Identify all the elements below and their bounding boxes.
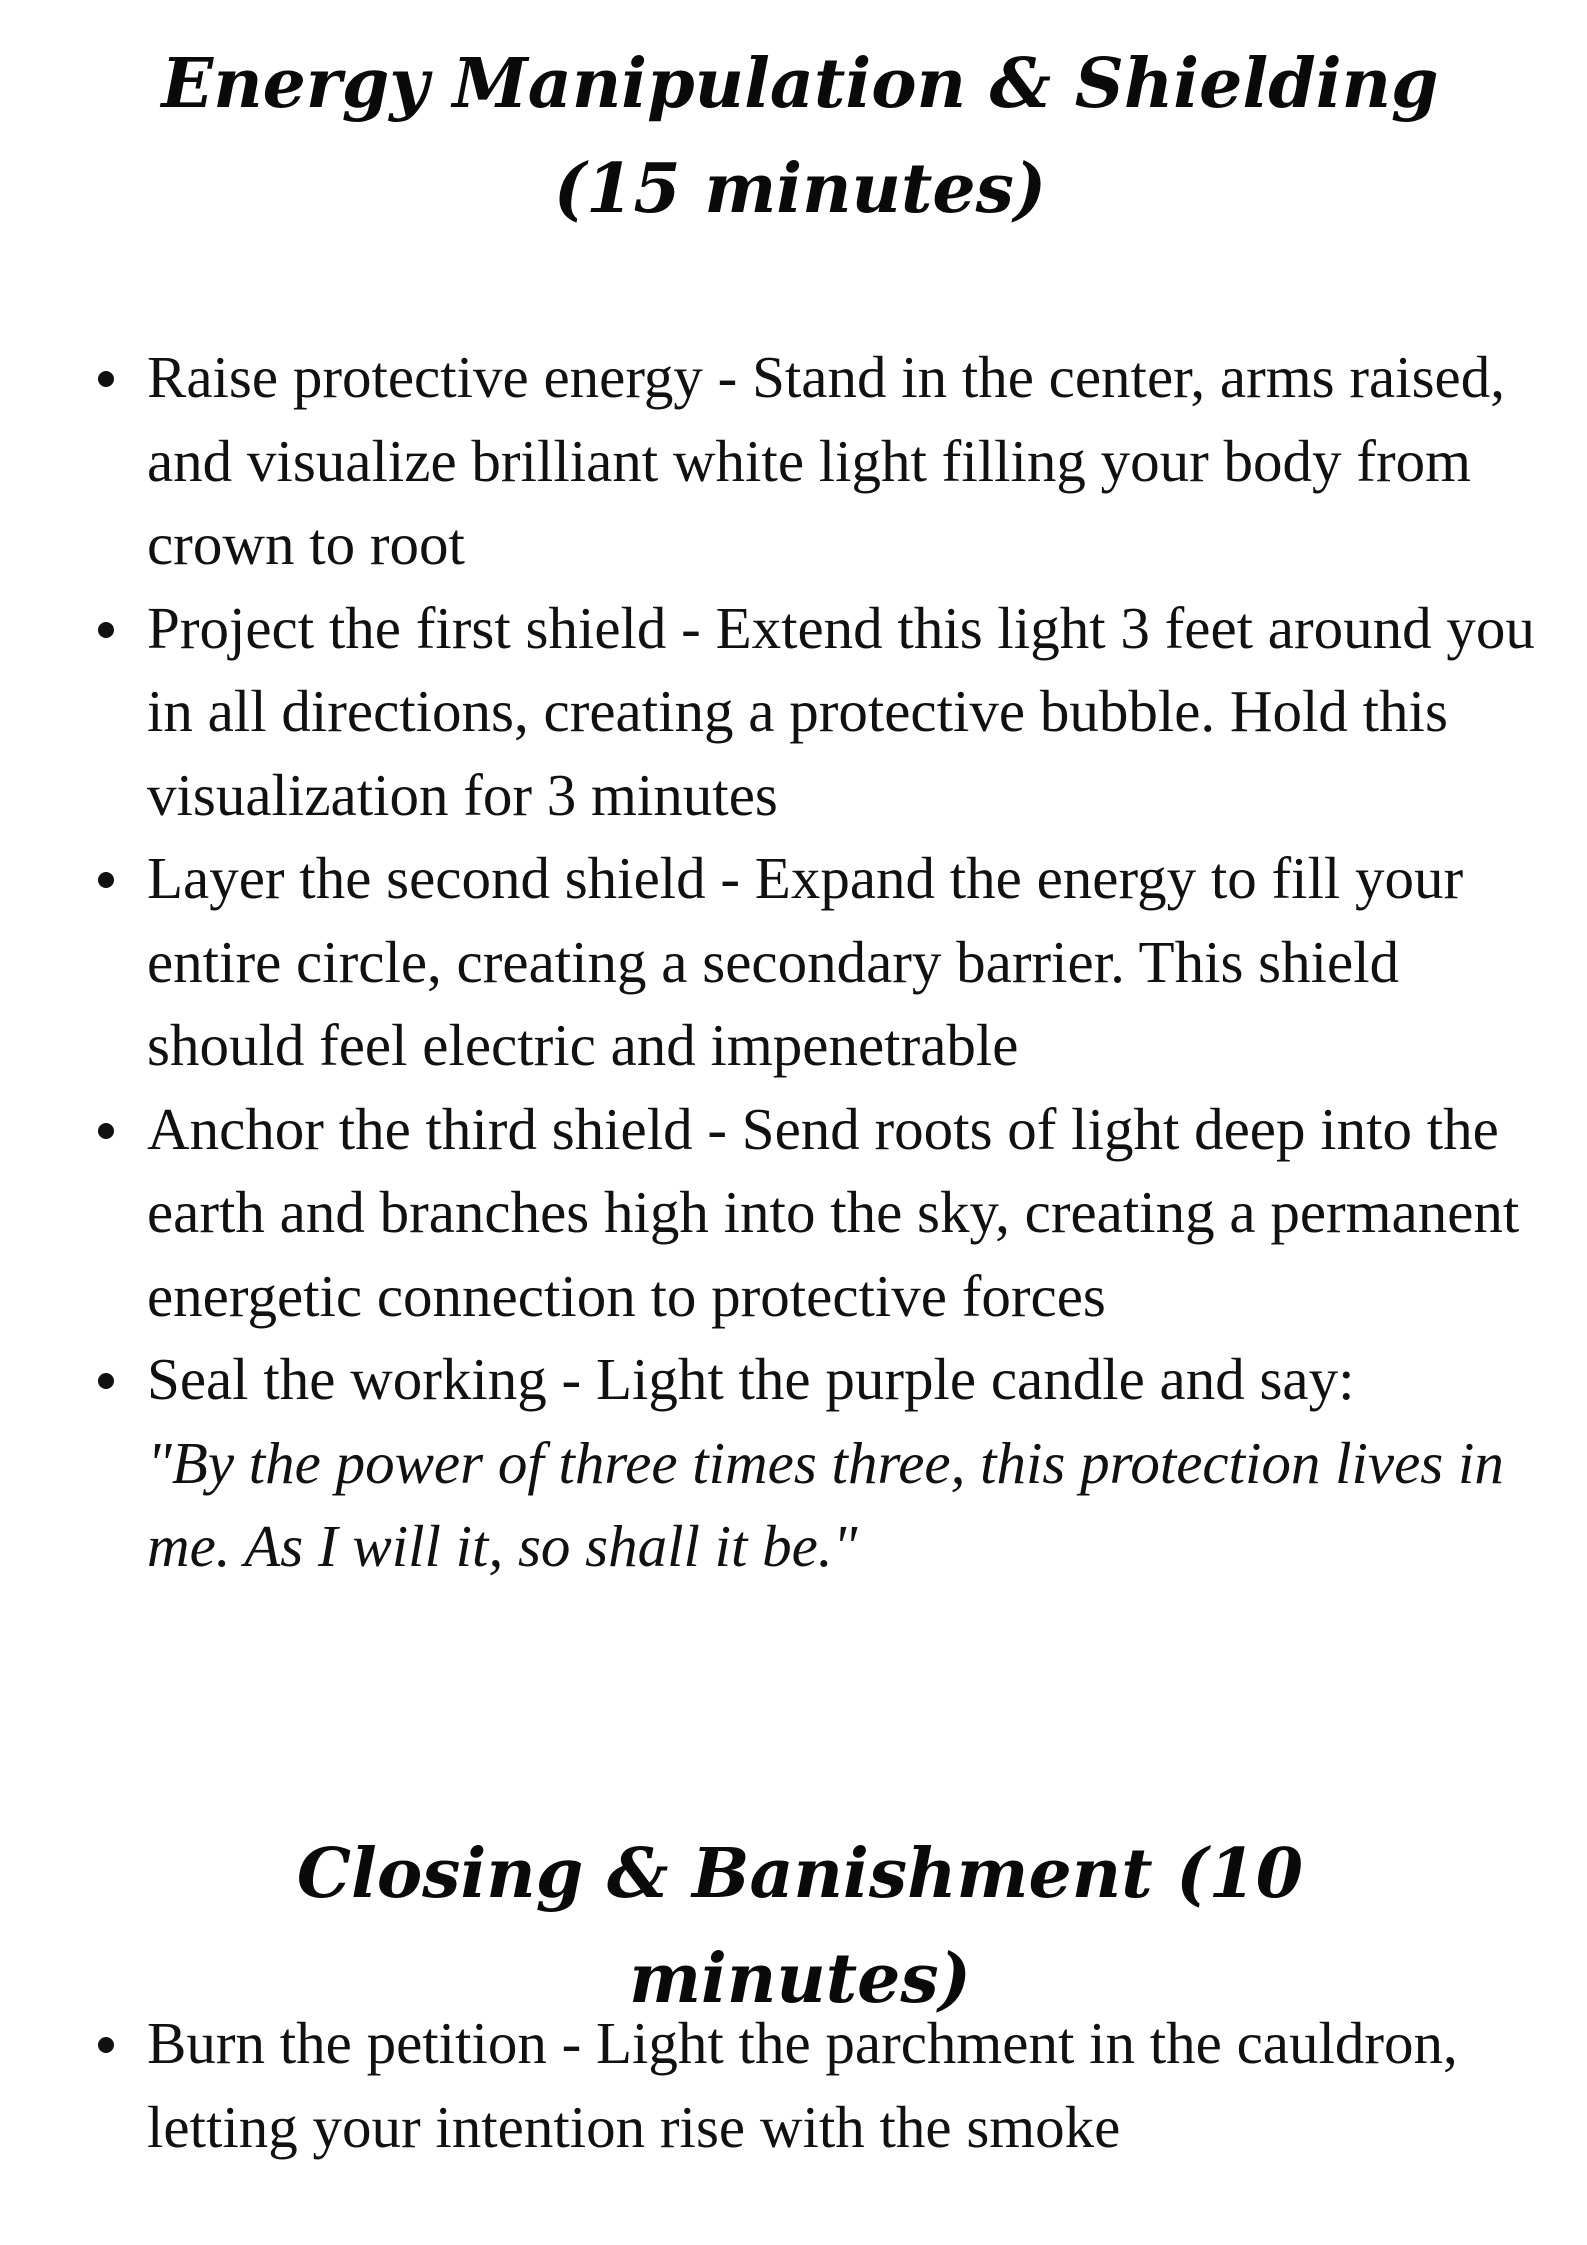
incantation-quote: "By the power of three times three, this protection lives in me. As I will it, so shall it be." [147,1429,1504,1579]
bullet-icon [98,622,114,638]
bullet-icon [98,371,114,387]
list-item [0,587,1587,838]
list-item-text: Anchor the third shield - Send roots of light deep into the earth and branches high into the sky, creating a permanent energetic connection to protective forces [147,1095,1520,1329]
list-item-text: Project the first shield - Extend this light 3 feet around you in all directions, creating a protective bubble. Hold this visualization for 3 minutes [147,594,1535,828]
list-item-text: Burn the petition - Light the parchment in the cauldron, letting your intention rise with the smoke [147,2010,1458,2160]
bullet-icon [98,1123,114,1139]
list-item [0,2002,1587,2169]
list-item-text: Raise protective energy - Stand in the center, arms raised, and visualize brilliant white light filling your body from crown to root [147,344,1505,577]
list-item-text: Seal the working - Light the purple candle and say: [147,1346,1355,1412]
list-item [0,1338,1587,1589]
bullet-icon [98,872,114,888]
shielding-steps-list [0,336,1587,1589]
list-item [0,1088,1587,1339]
list-item [0,837,1587,1088]
section-heading-energy-shielding: Energy Manipulation & Shielding (15 minutes) [161,44,1439,229]
bullet-icon [98,1373,114,1389]
closing-steps-list [0,2002,1587,2169]
list-item [0,336,1587,587]
section-heading-closing-banishment: Closing & Banishment (10 minutes) [296,1834,1304,2019]
list-item-text: Layer the second shield - Expand the energy to fill your entire circle, creating a secondary barrier. This shield should feel electric and impenetrable [147,845,1464,1078]
bullet-icon [98,2037,114,2053]
